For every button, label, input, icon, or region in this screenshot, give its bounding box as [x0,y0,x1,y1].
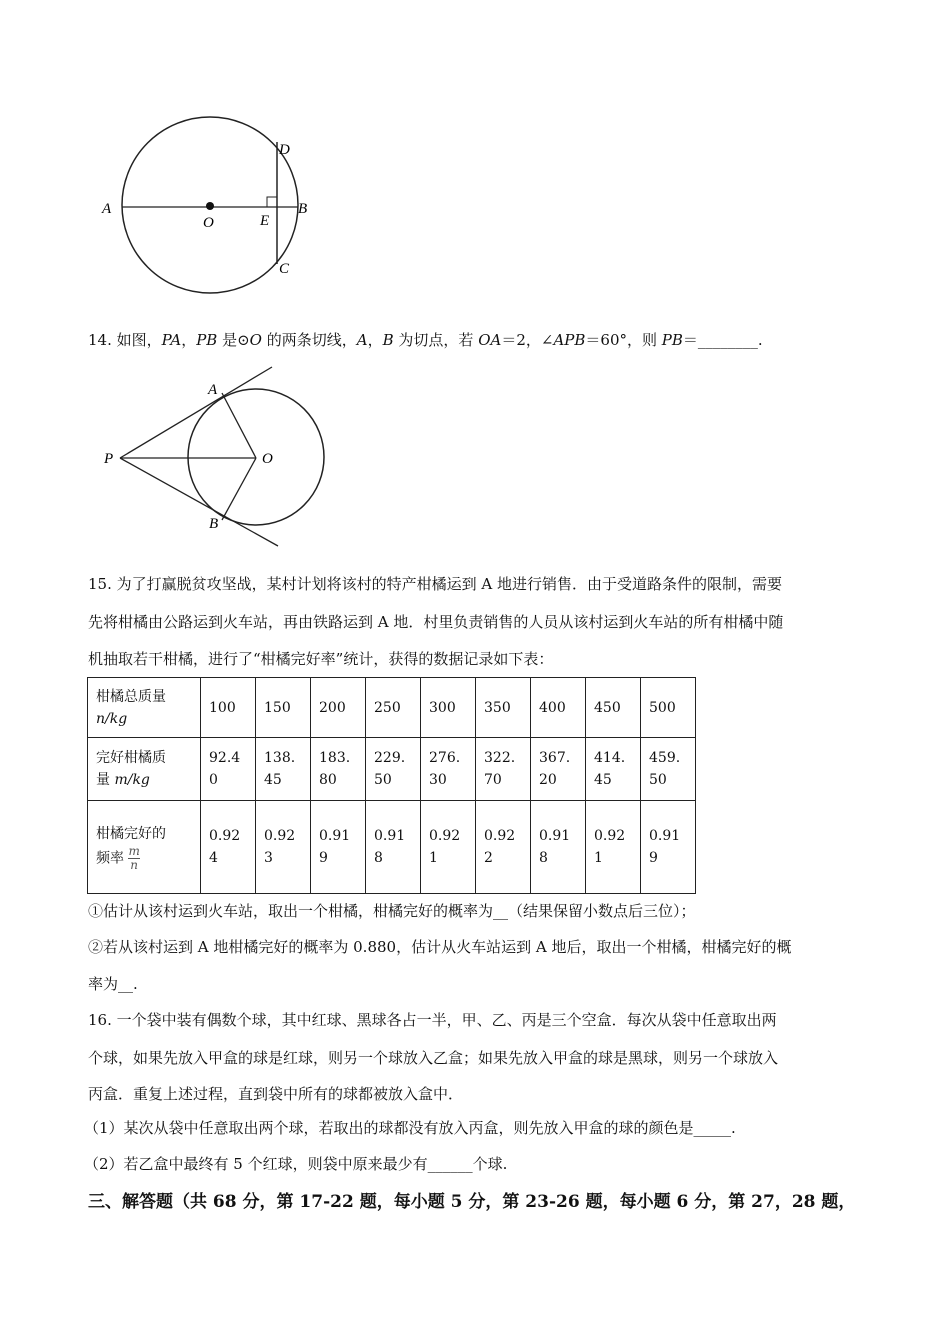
table-cell: APB [553,331,586,349]
table-cell: 0.919 [641,801,696,894]
label-O: O [262,451,273,467]
table-cell: 为切点，若 [393,331,479,349]
table-cell: 量 [96,772,115,788]
table-cell: PA [161,331,182,349]
table-cell: 完好柑橘质 [96,750,166,766]
q16-line: 丙盒．重复上述过程，直到袋中所有的球都被放入盒中． [88,1085,464,1103]
table-cell: 183.80 [311,738,366,801]
table-cell: 150 [256,678,311,738]
label-B: B [298,201,308,217]
table-cell: ， [181,331,197,349]
label-O: O [203,215,214,231]
q16-part1: （1）某次从袋中任意取出两个球，若取出的球都没有放入丙盒，则先放入甲盒的球的颜色是_____. [84,1119,736,1137]
table-cell: 92.40 [201,738,256,801]
table-row [88,738,696,801]
table-cell: ＝________. [682,331,763,349]
row-header [88,678,201,738]
table-cell: ＝60°，则 [585,331,662,349]
table-cell: n [130,857,139,872]
fraction-m-over-n [128,845,139,872]
table-cell: PB [196,331,218,349]
table-cell: 是⊙ [217,331,250,349]
table-cell: 0.918 [366,801,421,894]
orange-data-table [87,677,696,894]
q15-sub2: 率为__. [88,975,138,993]
table-cell: PB [661,331,683,349]
table-cell: 367.20 [531,738,586,801]
q15-line: 15. 为了打赢脱贫攻坚战，某村计划将该村的特产柑橘运到 A 地进行销售．由于受道路条件的限制，需要 [88,575,782,593]
label-B: B [209,516,219,532]
table-cell: 0.921 [586,801,641,894]
table-cell: 138.45 [256,738,311,801]
q15-line: 机抽取若干柑橘，进行了“柑橘完好率”统计，获得的数据记录如下表： [88,650,554,668]
table-cell: 200 [311,678,366,738]
q15-sub2: ②若从该村运到 A 地柑橘完好的概率为 0.880，估计从火车站运到 A 地后，取出一个柑橘，柑橘完好的概 [88,938,792,956]
table-cell: 276.30 [421,738,476,801]
row-header [88,801,201,894]
figure-tangent-lines [0,350,950,560]
table-cell: 229.50 [366,738,421,801]
table-cell: O [249,331,262,349]
table-cell: 0.918 [531,801,586,894]
q15-line: 先将柑橘由公路运到火车站，再由铁路运到 A 地．村里负责销售的人员从该村运到火车站的所有柑橘中随 [88,613,784,631]
table-cell: 0.924 [201,801,256,894]
label-A: A [208,382,218,398]
table-cell: 100 [201,678,256,738]
table-cell: 0.919 [311,801,366,894]
table-cell: 300 [421,678,476,738]
label-A: A [102,201,112,217]
q16-line: 个球，如果先放入甲盒的球是红球，则另一个球放入乙盒；如果先放入甲盒的球是黑球，则另一个球放入 [88,1049,779,1067]
q15-sub1: ①估计从该村运到火车站，取出一个柑橘，柑橘完好的概率为__（结果保留小数点后三位）； [88,902,696,920]
table-cell: A [356,331,368,349]
table-cell: 的两条切线， [261,331,357,349]
table-cell: ＝2，∠ [501,331,554,349]
table-cell: 500 [641,678,696,738]
label-E: E [260,213,270,229]
section-3-heading: 三、解答题（共 68 分，第 17-22 题，每小题 5 分，第 23-26 题，每小题 6 分，第 27，28 题， [88,1192,856,1212]
figure-circle-chord [0,0,950,300]
table-cell: 450 [586,678,641,738]
table-cell: 0.923 [256,801,311,894]
table-row [88,678,696,738]
table-cell: 0.922 [476,801,531,894]
table-cell: 414.45 [586,738,641,801]
table-cell: n/kg [96,710,128,727]
table-cell: OA [478,331,502,349]
table-row [88,801,696,894]
table-cell: 14. 如图， [88,331,162,349]
table-cell: 400 [531,678,586,738]
table-cell: 250 [366,678,421,738]
label-P: P [104,451,114,467]
q14-text [88,329,763,350]
table-cell: 柑橘总质量 [96,688,166,705]
table-cell: m [128,843,140,858]
table-cell: 0.921 [421,801,476,894]
table-cell: 322.70 [476,738,531,801]
label-D: D [279,142,290,158]
table-cell: m/kg [114,772,150,788]
q16-line: 16. 一个袋中装有偶数个球，其中红球、黑球各占一半，甲、乙、丙是三个空盒．每次从袋中任意取出两 [88,1011,777,1029]
q16-part2: （2）若乙盒中最终有 5 个红球，则袋中原来最少有______个球. [84,1155,508,1173]
label-C: C [279,261,290,277]
table-cell: 350 [476,678,531,738]
table-cell: 频率 [96,850,129,866]
table-cell: ， [367,331,383,349]
table-cell: 459.50 [641,738,696,801]
table-cell: 柑橘完好的 [96,825,166,842]
table-cell: B [382,331,394,349]
row-header [88,738,201,801]
